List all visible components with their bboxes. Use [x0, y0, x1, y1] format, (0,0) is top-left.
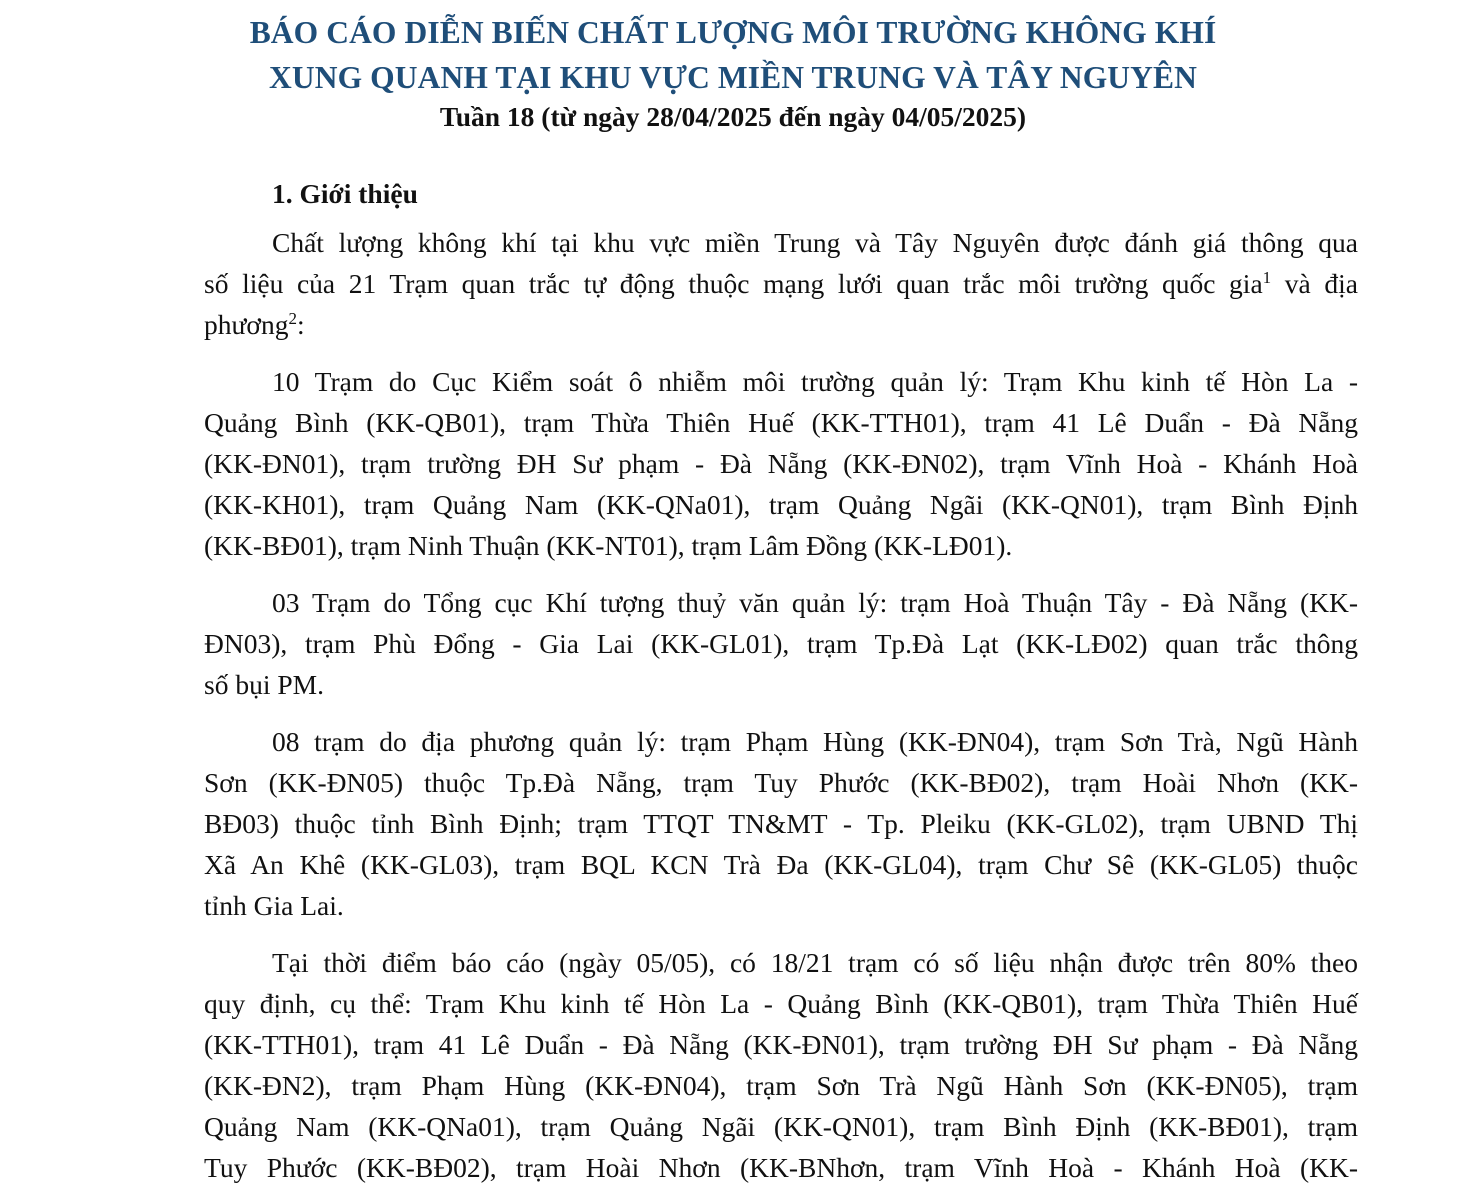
intro-line-3-tail: : [296, 309, 305, 340]
local-stations-paragraph [204, 721, 1358, 926]
report-title-line-1: BÁO CÁO DIỄN BIẾN CHẤT LƯỢNG MÔI TRƯỜNG KHÔNG KHÍ [249, 15, 1217, 50]
national-line-2: Quảng Bình (KK-QB01), trạm Thừa Thiên Huế (KK-TTH01), trạm 41 Lê Duẩn - Đà Nẵng [204, 407, 1358, 438]
footnote-ref-2[interactable]: 2 [288, 308, 297, 328]
availability-line-1: Tại thời điểm báo cáo (ngày 05/05), có 18/21 trạm có số liệu nhận được trên 80% theo [272, 947, 1358, 978]
intro-paragraph [204, 222, 1358, 345]
report-subtitle: Tuần 18 (từ ngày 28/04/2025 đến ngày 04/05/2025) [439, 101, 1027, 132]
section-heading: 1. Giới thiệu [272, 178, 418, 209]
intro-line-3 [204, 304, 1358, 345]
meteorology-line-3: số bụi PM. [204, 669, 324, 700]
local-line-5: tỉnh Gia Lai. [204, 890, 344, 921]
availability-line-3: (KK-TTH01), trạm 41 Lê Duẩn - Đà Nẵng (KK-ĐN01), trạm trường ĐH Sư phạm - Đà Nẵng [204, 1029, 1358, 1060]
national-line-3: (KK-ĐN01), trạm trường ĐH Sư phạm - Đà Nẵng (KK-ĐN02), trạm Vĩnh Hoà - Khánh Hoà [204, 448, 1358, 479]
intro-line-2-text: số liệu của 21 Trạm quan trắc tự động thuộc mạng lưới quan trắc môi trường quốc gia [204, 268, 1263, 299]
intro-line-3-text: phương [204, 309, 289, 340]
intro-line-2-tail: và địa [1271, 268, 1358, 299]
intro-line-1: Chất lượng không khí tại khu vực miền Trung và Tây Nguyên được đánh giá thông qua [272, 227, 1358, 258]
meteorology-line-2: ĐN03), trạm Phù Đổng - Gia Lai (KK-GL01), trạm Tp.Đà Lạt (KK-LĐ02) quan trắc thông [204, 628, 1358, 659]
local-line-3: BĐ03) thuộc tỉnh Bình Định; trạm TTQT TN&MT - Tp. Pleiku (KK-GL02), trạm UBND Thị [204, 808, 1358, 839]
data-availability-paragraph [204, 942, 1358, 1188]
national-line-1: 10 Trạm do Cục Kiểm soát ô nhiễm môi trường quản lý: Trạm Khu kinh tế Hòn La - [272, 366, 1358, 397]
meteorology-stations-paragraph [204, 582, 1358, 705]
report-title [0, 0, 1466, 100]
intro-line-2 [204, 263, 1358, 304]
local-line-4: Xã An Khê (KK-GL03), trạm BQL KCN Trà Đa (KK-GL04), trạm Chư Sê (KK-GL05) thuộc [204, 849, 1358, 880]
availability-line-2: quy định, cụ thể: Trạm Khu kinh tế Hòn La - Quảng Bình (KK-QB01), trạm Thừa Thiên Huế [204, 988, 1358, 1019]
local-line-1: 08 trạm do địa phương quản lý: trạm Phạm Hùng (KK-ĐN04), trạm Sơn Trà, Ngũ Hành [272, 726, 1358, 757]
meteorology-line-1: 03 Trạm do Tổng cục Khí tượng thuỷ văn quản lý: trạm Hoà Thuận Tây - Đà Nẵng (KK- [272, 587, 1358, 618]
report-title-line-2: XUNG QUANH TẠI KHU VỰC MIỀN TRUNG VÀ TÂY NGUYÊN [269, 60, 1197, 95]
section-introduction [204, 172, 1358, 1200]
national-line-4: (KK-KH01), trạm Quảng Nam (KK-QNa01), trạm Quảng Ngãi (KK-QN01), trạm Bình Định [204, 489, 1358, 520]
local-line-2: Sơn (KK-ĐN05) thuộc Tp.Đà Nẵng, trạm Tuy Phước (KK-BĐ02), trạm Hoài Nhơn (KK- [204, 767, 1358, 798]
availability-line-5: Quảng Nam (KK-QNa01), trạm Quảng Ngãi (KK-QN01), trạm Bình Định (KK-BĐ01), trạm [204, 1111, 1358, 1142]
national-line-5: (KK-BĐ01), trạm Ninh Thuận (KK-NT01), trạm Lâm Đồng (KK-LĐ01). [204, 530, 1013, 561]
national-stations-paragraph [204, 361, 1358, 566]
availability-line-4: (KK-ĐN2), trạm Phạm Hùng (KK-ĐN04), trạm Sơn Trà Ngũ Hành Sơn (KK-ĐN05), trạm [204, 1070, 1358, 1101]
availability-line-6: Tuy Phước (KK-BĐ02), trạm Hoài Nhơn (KK-BNhơn, trạm Vĩnh Hoà - Khánh Hoà (KK- [204, 1152, 1358, 1183]
footnote-ref-1[interactable]: 1 [1262, 267, 1272, 287]
